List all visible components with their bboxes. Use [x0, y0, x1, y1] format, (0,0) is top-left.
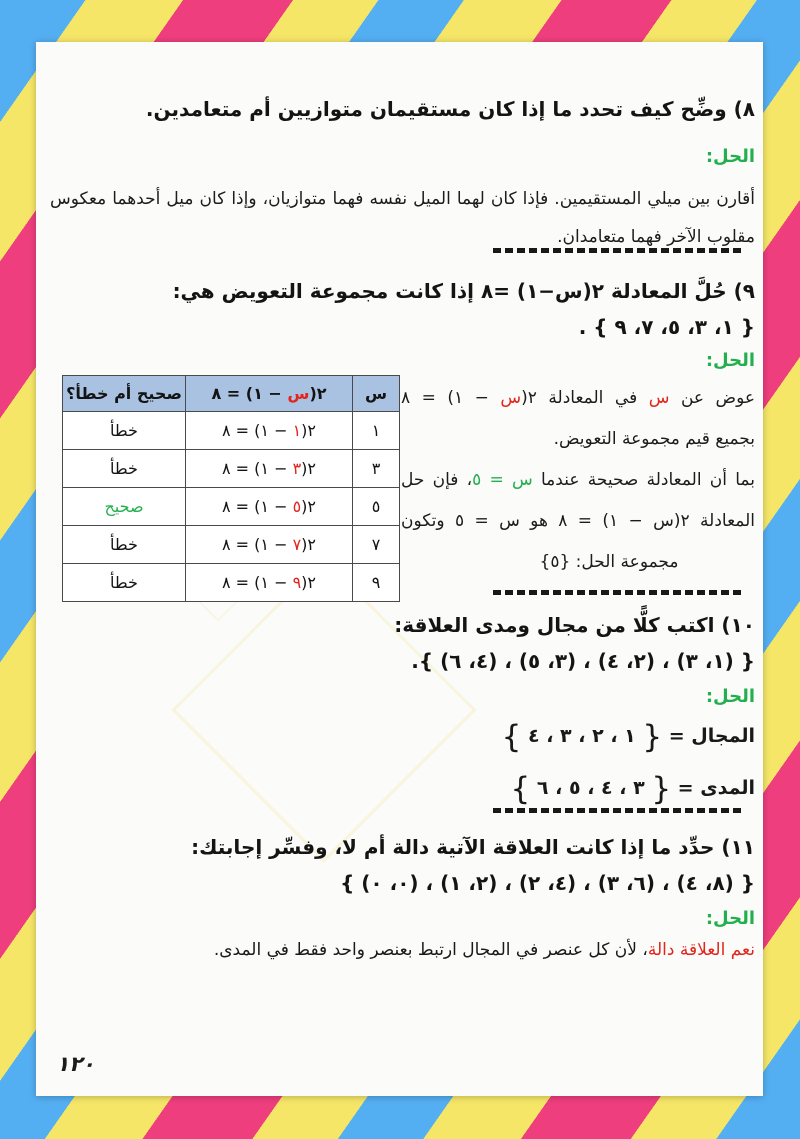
question-9-line1: ٩) حُلَّ المعادلة ٢(س−١) =٨ إذا كانت مجموعة التعويض هي:	[172, 279, 755, 303]
table-row	[63, 526, 400, 564]
table-header-row	[63, 376, 400, 412]
domain-line: المجال = { ١ ، ٢ ، ٣ ، ٤ }	[501, 719, 755, 755]
q9-explanation	[401, 378, 755, 583]
page-number: ١٢٠	[54, 1052, 100, 1076]
answer-8: أقارن بين ميلي المستقيمين. فإذا كان لهما الميل نفسه فهما متوازيان، وإذا كان ميل أحدهما معكوس مقلوب الآخر فهما متعامدان.	[50, 189, 755, 247]
cell-equation: ٢(٩ − ١) = ٨	[186, 564, 353, 602]
dashed-separator-2	[493, 590, 741, 595]
header-equation: ٢(س − ١) = ٨	[186, 376, 353, 412]
table-row	[63, 564, 400, 602]
dashed-separator-1	[493, 248, 741, 253]
cell-x: ٧	[353, 526, 400, 564]
question-10-line1: ١٠) اكتب كلًّا من مجال ومدى العلاقة:	[394, 613, 755, 637]
cell-verdict: خطأ	[63, 526, 186, 564]
question-8: ٨) وضِّح كيف تحدد ما إذا كان مستقيمان متوازيين أم متعامدين.	[145, 97, 755, 121]
cell-equation: ٢(٣ − ١) = ٨	[186, 450, 353, 488]
cell-equation: ٢(٥ − ١) = ٨	[186, 488, 353, 526]
explanation-line: بجميع قيم مجموعة التعويض.	[553, 429, 755, 449]
question-11-line2: { (٨، ٤) ، (٦، ٣) ، (٤، ٢) ، (٢، ١) ، (٠، ٠) }	[340, 871, 755, 895]
cell-x: ٥	[353, 488, 400, 526]
answer-11: نعم العلاقة دالة، لأن كل عنصر في المجال ارتبط بعنصر واحد فقط في المدى.	[213, 940, 755, 960]
table-row	[63, 488, 400, 526]
solution-label-8: الحل:	[705, 146, 755, 167]
solution-label-9: الحل:	[705, 350, 755, 371]
substitution-table-wrap	[62, 375, 400, 602]
table-row	[63, 412, 400, 450]
cell-verdict: خطأ	[63, 412, 186, 450]
dashed-separator-3	[493, 808, 741, 813]
cell-equation: ٢(١ − ١) = ٨	[186, 412, 353, 450]
cell-x: ٩	[353, 564, 400, 602]
table-head	[63, 376, 400, 412]
cell-verdict: خطأ	[63, 564, 186, 602]
cell-equation: ٢(٧ − ١) = ٨	[186, 526, 353, 564]
explanation-line: بما أن المعادلة صحيحة عندما س = ٥، فإن حل	[401, 470, 755, 490]
table-row	[63, 450, 400, 488]
substitution-table	[62, 375, 400, 602]
cell-x: ١	[353, 412, 400, 450]
cell-verdict: صحيح	[63, 488, 186, 526]
cell-x: ٣	[353, 450, 400, 488]
explanation-line: المعادلة ٢(س − ١) = ٨ هو س = ٥ وتكون	[401, 511, 756, 531]
question-9-line2: { ١، ٣، ٥، ٧، ٩ } .	[578, 315, 755, 339]
table-body	[63, 412, 400, 602]
header-verdict: صحيح أم خطأ؟	[63, 376, 186, 412]
header-x: س	[353, 376, 400, 412]
solution-label-10: الحل:	[705, 686, 755, 707]
question-11-line1: ١١) حدِّد ما إذا كانت العلاقة الآتية دالة أم لا، وفسِّر إجابتك:	[191, 835, 755, 859]
range-line: المدى = { ٣ ، ٤ ، ٥ ، ٦ }	[510, 771, 755, 807]
cell-verdict: خطأ	[63, 450, 186, 488]
explanation-line: مجموعة الحل: {٥}	[539, 552, 679, 572]
document-page	[36, 42, 763, 1096]
explanation-line: عوض عن س في المعادلة ٢(س − ١) = ٨	[401, 388, 756, 408]
question-10-line2: { (١، ٣) ، (٢، ٤) ، (٣، ٥) ، (٤، ٦) }.	[411, 649, 755, 673]
solution-label-11: الحل:	[705, 908, 755, 929]
